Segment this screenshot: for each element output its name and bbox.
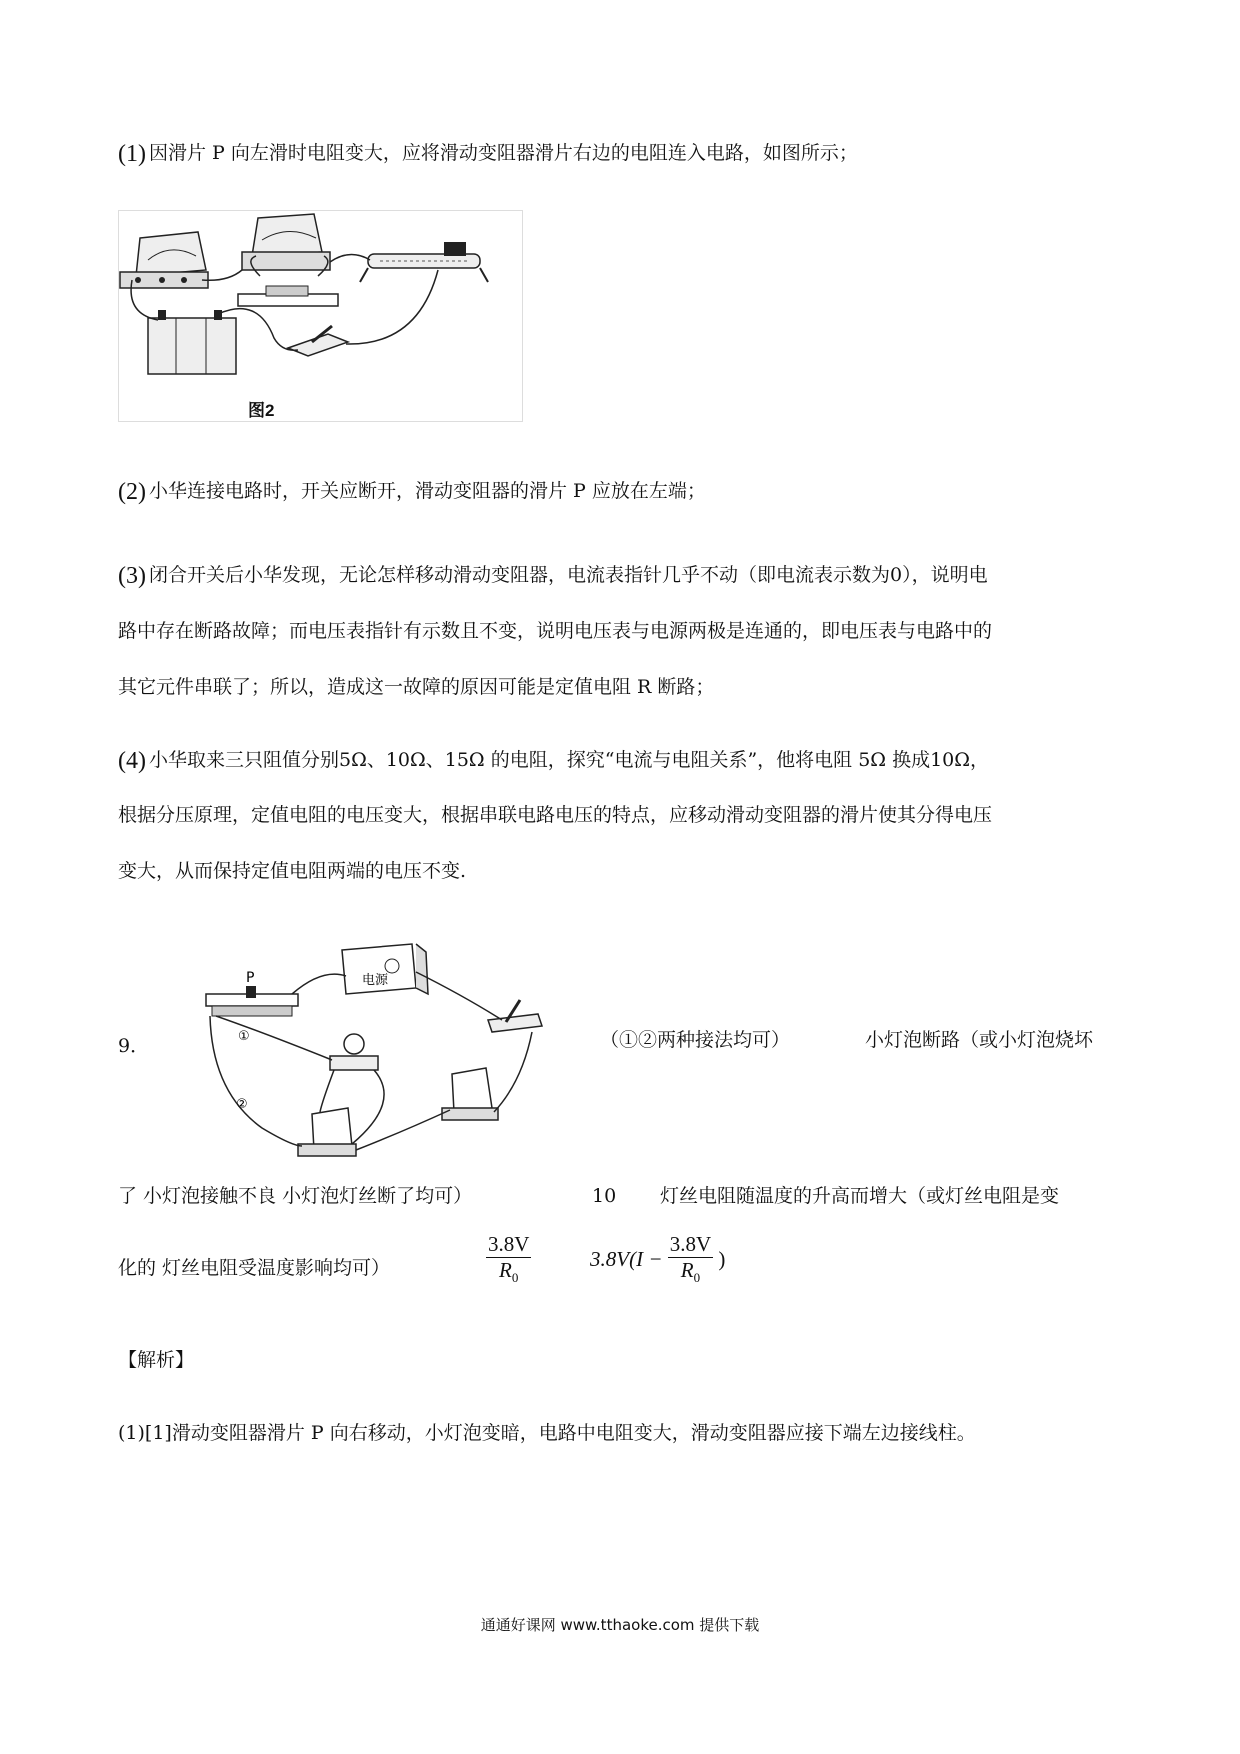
question-9-answer-line-3: 化的 灯丝电阻受温度影响均可） <box>118 1257 391 1279</box>
paragraph-text: 因滑片 P 向左滑时电阻变大，应将滑动变阻器滑片右边的电阻连入电路，如图所示； <box>148 142 858 164</box>
fraction-voltage-over-r0 <box>486 1232 531 1286</box>
paragraph-4-line-3: 变大，从而保持定值电阻两端的电压不变. <box>118 860 467 882</box>
figure-caption: 图2 <box>248 401 275 420</box>
inner-fraction <box>668 1232 713 1286</box>
analysis-line-1: (1)[1]滑动变阻器滑片 P 向右移动，小灯泡变暗，电路中电阻变大，滑动变阻器应接下端左边接线柱。 <box>118 1422 976 1444</box>
power-label: 电源 <box>362 973 389 988</box>
wire-2-label: ② <box>236 1097 248 1112</box>
question-9-circuit <box>202 932 547 1160</box>
inner-fraction-numerator: 3.8V <box>669 1232 712 1256</box>
paragraph-3-line-1 <box>118 562 988 589</box>
fraction-numerator: 3.8V <box>488 1232 530 1256</box>
paragraph-4-line-1 <box>118 747 989 774</box>
paragraph-1 <box>118 140 858 167</box>
figure-2-circuit <box>118 210 523 422</box>
paragraph-4-line-2: 根据分压原理，定值电阻的电压变大，根据串联电路电压的特点，应移动滑动变阻器的滑片使其分得电压 <box>118 804 993 826</box>
question-9-answer-line-2: 了 小灯泡接触不良 小灯泡灯丝断了均可） <box>118 1185 473 1207</box>
paragraph-text: 闭合开关后小华发现，无论怎样移动滑动变阻器，电流表指针几乎不动（即电流表示数为0），说明电 <box>148 564 988 586</box>
paragraph-2 <box>118 478 706 505</box>
expression-suffix: ) <box>718 1246 726 1271</box>
paragraph-number: (1) <box>118 141 146 167</box>
paragraph-number: (3) <box>118 563 146 589</box>
paragraph-text: 小华连接电路时，开关应断开，滑动变阻器的滑片 P 应放在左端； <box>148 480 706 502</box>
question-10-number: 10 <box>592 1185 617 1207</box>
paragraph-number: (2) <box>118 479 146 505</box>
question-9-number: 9． <box>118 1035 150 1057</box>
fraction-denominator: $R_0$ <box>499 1258 519 1286</box>
question-9-answer: 小灯泡断路（或小灯泡烧坏 <box>865 1029 1094 1051</box>
question-10-answer: 灯丝电阻随温度的升高而增大（或灯丝电阻是变 <box>660 1185 1060 1207</box>
question-9-note: （①②两种接法均可） <box>600 1029 791 1051</box>
expression-prefix: 3.8V(I − <box>590 1246 663 1271</box>
power-expression <box>590 1232 725 1286</box>
paragraph-number: (4) <box>118 748 146 774</box>
paragraph-3-line-3: 其它元件串联了；所以，造成这一故障的原因可能是定值电阻 R 断路； <box>118 676 715 698</box>
slider-label: P <box>246 970 255 986</box>
analysis-heading: 【解析】 <box>118 1349 195 1371</box>
wire-1-label: ① <box>238 1029 250 1044</box>
circuit-photo-icon <box>118 210 523 422</box>
page-footer: 通通好课网 www.tthaoke.com 提供下载 <box>480 1616 760 1634</box>
paragraph-3-line-2: 路中存在断路故障；而电压表指针有示数且不变，说明电压表与电源两极是连通的，即电压表与电路中的 <box>118 620 993 642</box>
circuit-diagram-icon <box>202 932 547 1160</box>
paragraph-text: 小华取来三只阻值分别5Ω、10Ω、15Ω 的电阻，探究“电流与电阻关系”，他将电阻 5Ω 换成10Ω， <box>148 749 990 771</box>
inner-fraction-denominator: $R_0$ <box>680 1258 701 1286</box>
